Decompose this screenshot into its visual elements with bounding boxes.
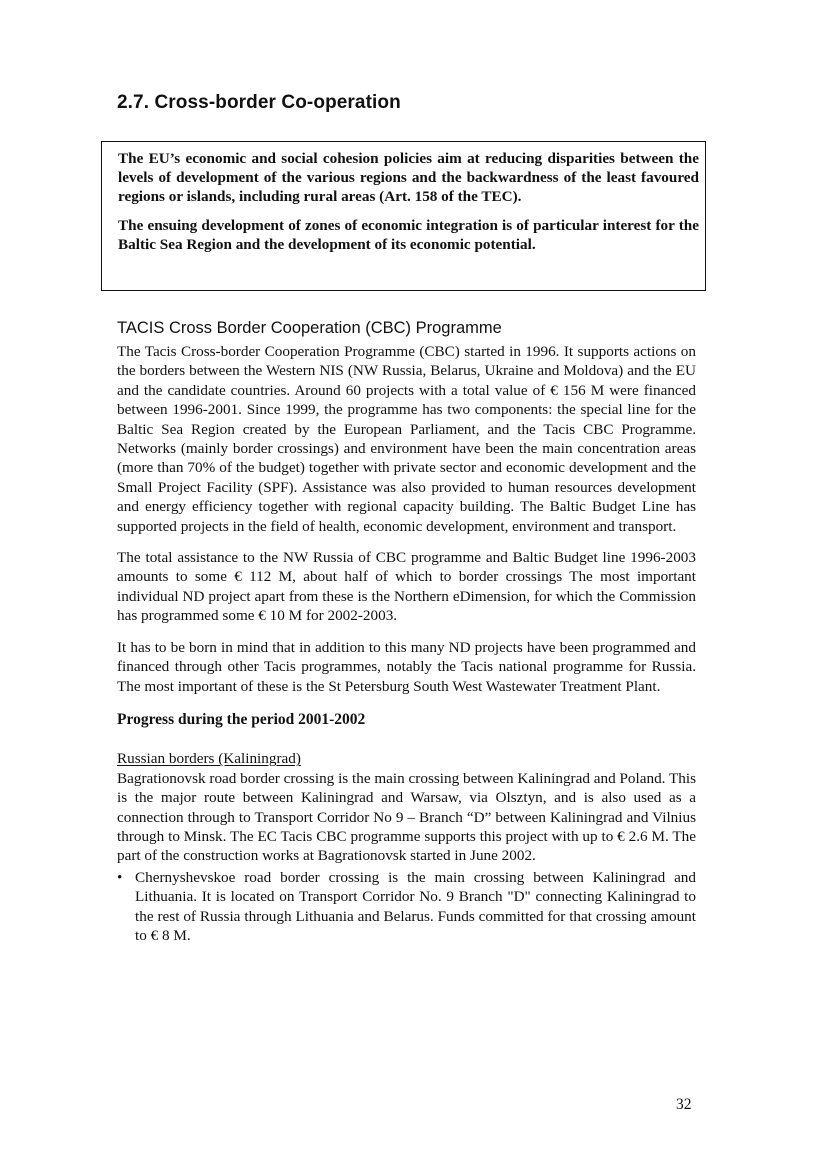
policy-summary-box bbox=[101, 141, 706, 291]
tacis-subheading: TACIS Cross Border Cooperation (CBC) Programme bbox=[117, 319, 502, 337]
progress-heading: Progress during the period 2001-2002 bbox=[117, 710, 366, 728]
bullet-icon: • bbox=[117, 868, 123, 886]
russian-borders-heading: Russian borders (Kaliningrad) bbox=[117, 750, 301, 768]
section-heading: 2.7. Cross-border Co-operation bbox=[117, 92, 401, 113]
page-number: 32 bbox=[676, 1096, 692, 1113]
tacis-paragraph-1: The Tacis Cross-border Cooperation Programme (CBC) started in 1996. It supports actions on the borders between the Western NIS (NW Russia, Belarus, Ukraine and Moldova) and the EU and the candidate countries. Around 60 projects with a total value of € 156 M were financed between 1996-2001. Since 1999, the programme has two components: the special line for the Baltic Sea Region created by the European Parliament, and the Tacis CBC Programme. Networks (mainly border crossings) and environment have been the main concentration areas (more than 70% of the budget) together with private sector and economic development and the Small Project Facility (SPF). Assistance was also provided to human resources development and energy efficiency together with regional capacity building. The Baltic Budget Line has supported projects in the field of health, economic development, environment and transport. bbox=[117, 343, 696, 535]
box-paragraph-1: The EU’s economic and social cohesion policies aim at reducing disparities between the levels of development of the various regions and the backwardness of the least favoured regions or islands, including rural areas (Art. 158 of the TEC). bbox=[118, 150, 699, 205]
tacis-paragraph-3: It has to be born in mind that in addition to this many ND projects have been programmed and financed through other Tacis programmes, notably the Tacis national programme for Russia. The most important of these is the St Petersburg South West Wastewater Treatment Plant. bbox=[117, 638, 696, 695]
main-text bbox=[117, 342, 696, 945]
bagrationovsk-paragraph: Bagrationovsk road border crossing is the main crossing between Kaliningrad and Poland. This is the major route between Kaliningrad and Warsaw, via Olsztyn, and is also used as a connection through to Transport Corridor No 9 – Branch “D” between Kaliningrad and Vilnius through to Minsk. The EC Tacis CBC programme supports this project with up to € 2.6 M. The part of the construction works at Bagrationovsk started in June 2002. bbox=[117, 769, 696, 865]
list-item bbox=[117, 868, 696, 946]
list-item-text: Chernyshevskoe road border crossing is the main crossing between Kaliningrad and Lithuania. It is located on Transport Corridor No. 9 Branch "D" connecting Kaliningrad to the rest of Russia through Lithuania and Belarus. Funds committed for that crossing amount to € 8 M. bbox=[135, 868, 696, 944]
bullet-list bbox=[117, 868, 696, 946]
box-paragraph-2: The ensuing development of zones of economic integration is of particular interest for the Baltic Sea Region and the development of its economic potential. bbox=[118, 217, 699, 253]
tacis-paragraph-2: The total assistance to the NW Russia of CBC programme and Baltic Budget line 1996-2003 amounts to some € 112 M, about half of which to border crossings The most important individual ND project apart from these is the Northern eDimension, for which the Commission has programmed some € 10 M for 2002-2003. bbox=[117, 549, 696, 625]
